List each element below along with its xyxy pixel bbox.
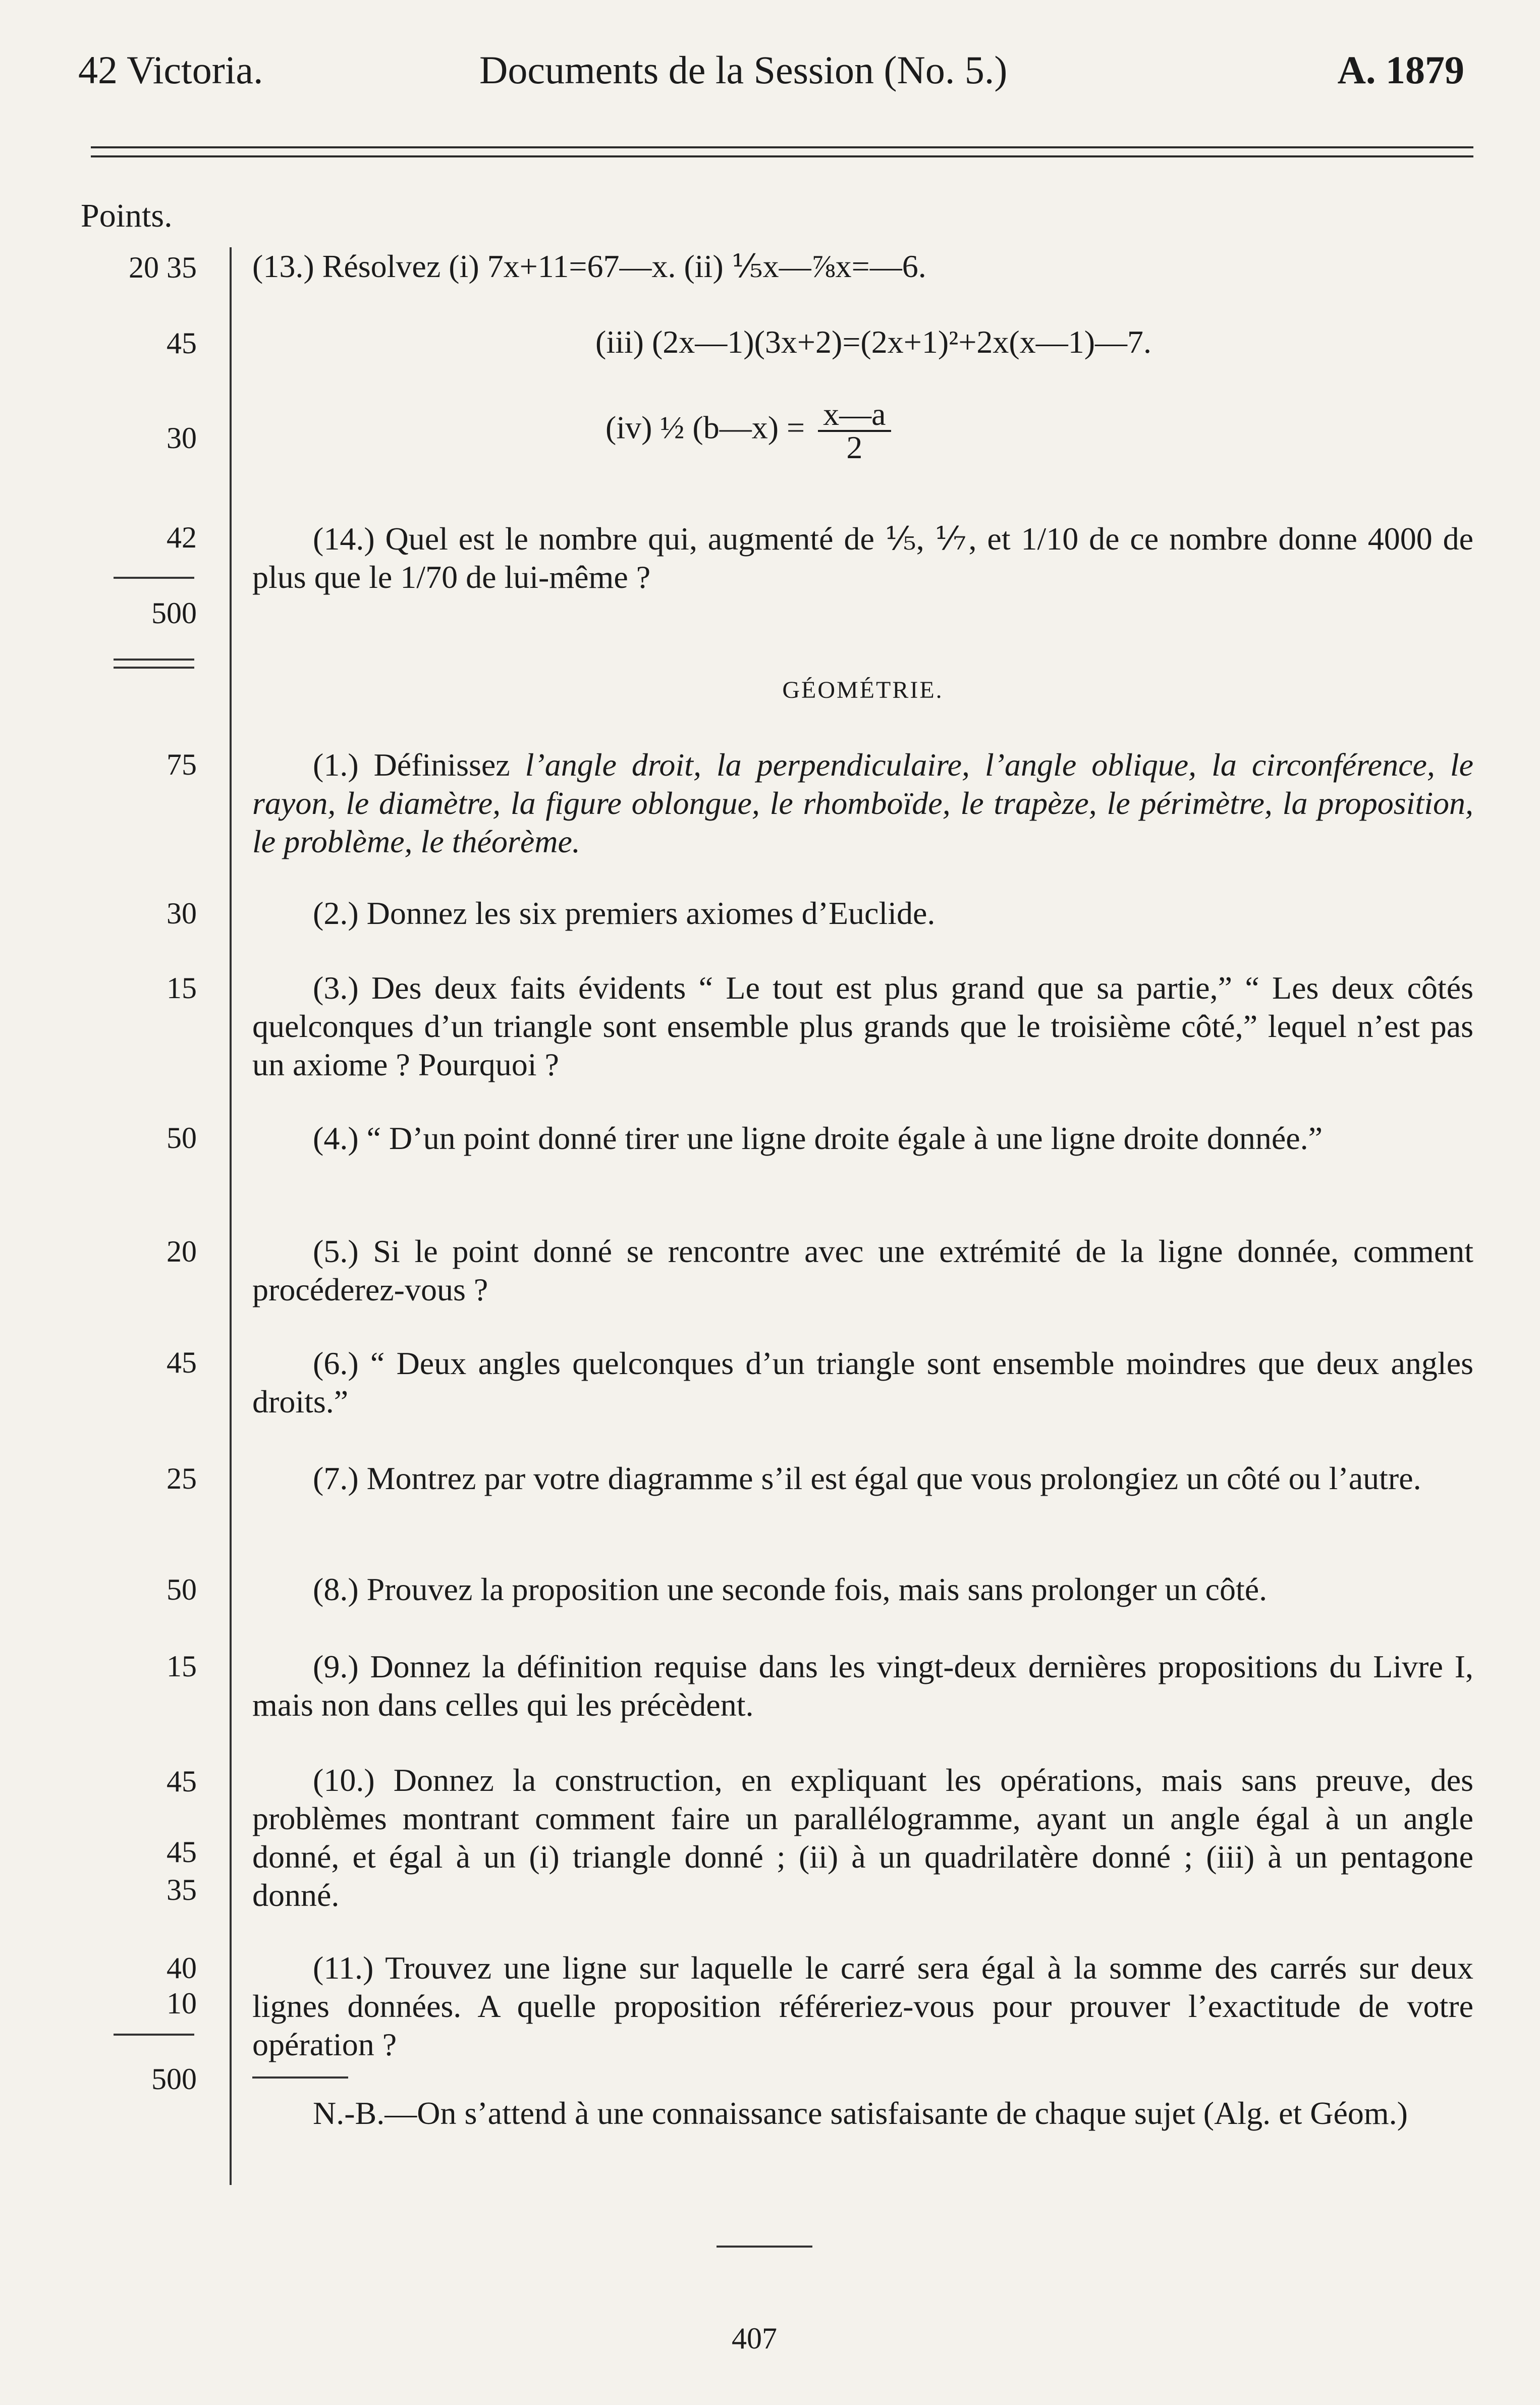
geometry-question-3: (3.) Des deux faits évidents “ Le tout est plus grand que sa partie,” “ Les deux côtés quelconques d’un triangle sont ensemble plus grands que le troisième côté,” lequel n’est pas un axiome ? Pourquoi ? bbox=[252, 970, 1473, 1082]
fraction-denominator: 2 bbox=[846, 429, 863, 465]
question-13-part-iii: (iii) (2x—1)(3x+2)=(2x+1)²+2x(x—1)—7. bbox=[595, 324, 1152, 360]
points-value: 50 bbox=[167, 1121, 197, 1155]
points-value: 20 35 bbox=[129, 251, 197, 284]
subtotal-rule bbox=[114, 577, 194, 579]
page-number: 407 bbox=[732, 2322, 777, 2355]
points-total: 500 bbox=[151, 596, 197, 630]
points-value: 45 bbox=[167, 1765, 197, 1798]
points-column-divider bbox=[230, 247, 232, 2185]
points-value: 10 bbox=[167, 1987, 197, 2020]
points-value: 50 bbox=[167, 1573, 197, 1606]
geometry-question-7: (7.) Montrez par votre diagramme s’il est égal que vous prolongiez un côté ou l’autre. bbox=[313, 1460, 1421, 1496]
section-title-geometry: GÉOMÉTRIE. bbox=[782, 677, 944, 703]
fraction-numerator: x—a bbox=[818, 399, 891, 432]
equation-lhs: (iv) ½ (b—x) = bbox=[606, 409, 805, 446]
question-14: (14.) Quel est le nombre qui, augmenté de ⅕, ⅐, et 1/10 de ce nombre donne 4000 de plus que le 1/70 de lui-même ? bbox=[252, 521, 1473, 595]
points-value: 15 bbox=[167, 971, 197, 1005]
points-value: 20 bbox=[167, 1235, 197, 1268]
geometry-question-2: (2.) Donnez les six premiers axiomes d’Euclide. bbox=[313, 895, 936, 931]
points-value: 30 bbox=[167, 897, 197, 930]
points-value: 40 bbox=[167, 1951, 197, 1985]
geometry-question-9: (9.) Donnez la définition requise dans les vingt-deux dernières propositions du Livre I, mais non dans celles qui les précèdent. bbox=[252, 1649, 1473, 1723]
header-rule-bottom bbox=[91, 155, 1473, 157]
geometry-question-1 bbox=[252, 746, 1473, 861]
geometry-question-4: (4.) “ D’un point donné tirer une ligne droite égale à une ligne droite donnée.” bbox=[313, 1120, 1323, 1156]
question-13-part-iv bbox=[606, 396, 1110, 465]
question-lead: (1.) Définissez bbox=[313, 747, 525, 783]
nota-bene-note: N.-B.—On s’attend à une connaissance satisfaisante de chaque sujet (Alg. et Géom.) bbox=[313, 2095, 1408, 2131]
subtotal-rule bbox=[114, 2034, 194, 2036]
points-column-heading: Points. bbox=[81, 197, 173, 234]
note-rule bbox=[252, 2076, 348, 2079]
points-value: 30 bbox=[167, 421, 197, 455]
points-value: 45 bbox=[167, 326, 197, 360]
definition-terms: l’angle droit, la perpendiculaire, l’angle oblique, la circonférence, le rayon, le diamètre, la figure oblongue, le rhomboïde, le trapèze, le périmètre, la proposition, le problème, le théorème. bbox=[252, 747, 1474, 859]
points-value: 15 bbox=[167, 1650, 197, 1683]
geometry-question-6: (6.) “ Deux angles quelconques d’un triangle sont ensemble moindres que deux angles droits.” bbox=[252, 1345, 1473, 1419]
points-value: 42 bbox=[167, 521, 197, 554]
end-rule bbox=[717, 2246, 812, 2248]
geometry-question-11: (11.) Trouvez une ligne sur laquelle le carré sera égal à la somme des carrés sur deux lignes données. A quelle proposition référeriez-vous pour prouver l’exactitude de votre opération ? bbox=[252, 1950, 1473, 2062]
total-double-rule bbox=[114, 659, 194, 669]
points-total: 500 bbox=[151, 2062, 197, 2096]
fraction bbox=[818, 396, 891, 465]
geometry-question-10: (10.) Donnez la construction, en expliquant les opérations, mais sans preuve, des problèmes montrant comment faire un parallélogramme, ayant un angle égal à un angle donné, et égal à un (i) triangle donné ; (ii) à un quadrilatère donné ; (iii) à un pentagone donné. bbox=[252, 1762, 1473, 1913]
points-value: 35 bbox=[167, 1873, 197, 1906]
header-session-year: 42 Victoria. bbox=[78, 48, 263, 92]
points-value: 45 bbox=[167, 1835, 197, 1869]
points-value: 75 bbox=[167, 748, 197, 781]
header-rule-top bbox=[91, 146, 1473, 148]
points-value: 45 bbox=[167, 1346, 197, 1379]
geometry-question-5: (5.) Si le point donné se rencontre avec une extrémité de la ligne donnée, comment procéderez-vous ? bbox=[252, 1233, 1473, 1307]
header-document-title: Documents de la Session (No. 5.) bbox=[479, 48, 1008, 92]
header-year: A. 1879 bbox=[1337, 48, 1464, 92]
geometry-question-8: (8.) Prouvez la proposition une seconde fois, mais sans prolonger un côté. bbox=[313, 1571, 1268, 1607]
points-value: 25 bbox=[167, 1462, 197, 1495]
question-13-part-i-ii: (13.) Résolvez (i) 7x+11=67—x. (ii) ⅕x—⅞x=—6. bbox=[252, 248, 926, 284]
